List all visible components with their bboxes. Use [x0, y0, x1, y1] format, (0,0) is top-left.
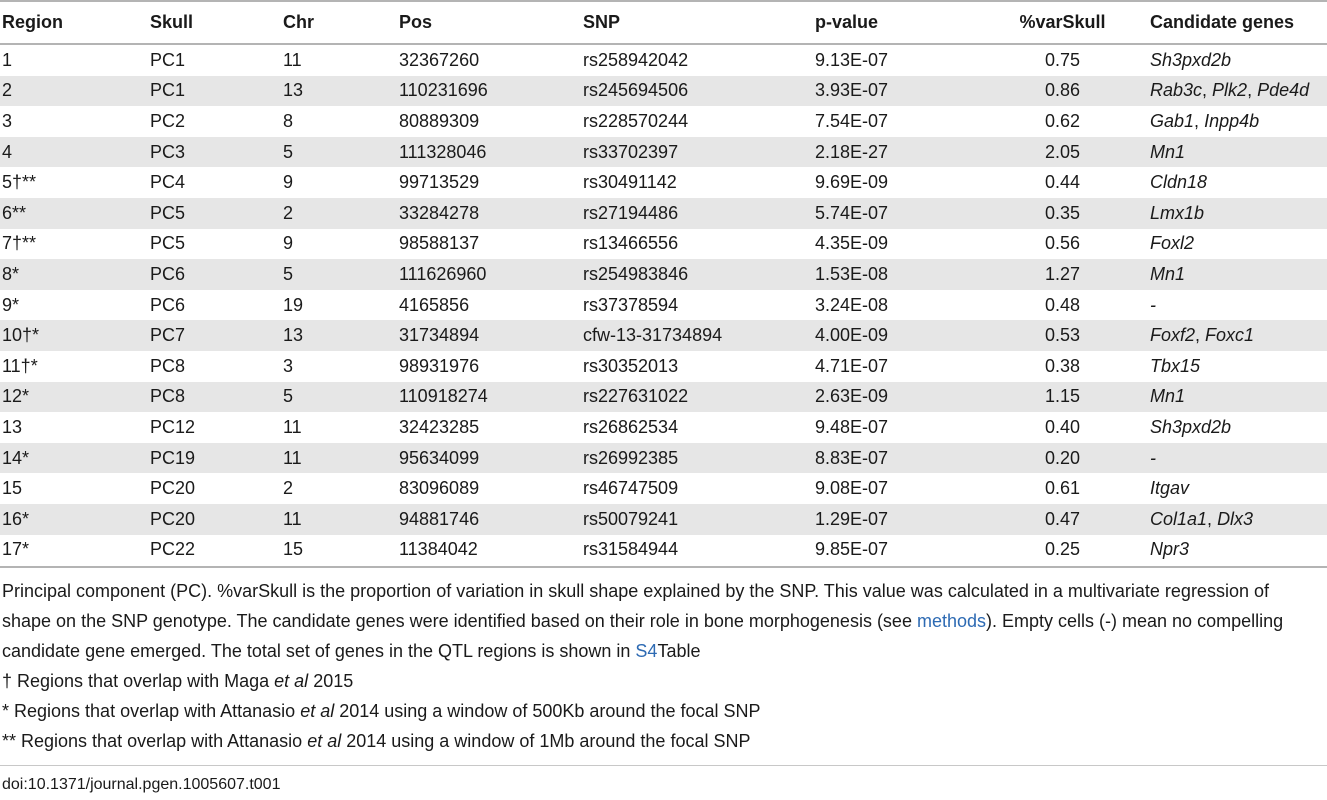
cell-pos: 94881746 — [399, 504, 583, 535]
footnote-dagger — [2, 666, 1322, 696]
cell-pvalue: 9.48E-07 — [815, 416, 889, 437]
cell-snp: rs30352013 — [583, 355, 679, 376]
cell-skull: PC22 — [150, 539, 196, 560]
cell-region: 7†** — [2, 233, 37, 254]
cell-chr: 8 — [283, 110, 294, 131]
cell-chr: 11 — [283, 504, 399, 535]
cell-varskull: 0.25 — [1044, 539, 1081, 560]
cell-region: 11†* — [2, 355, 38, 376]
cell-genes: Foxf2, Foxc1 — [1150, 320, 1327, 351]
cell-genes — [1150, 259, 1327, 290]
cell-chr: 11 — [283, 443, 399, 474]
gene-name: Foxl2 — [1150, 233, 1195, 254]
qtl-table — [0, 2, 1327, 565]
cell-chr: 5 — [283, 259, 399, 290]
cell-region: 4 — [0, 137, 150, 168]
cell-varskull: 0.62 — [1044, 110, 1081, 131]
description-text-2: ). Empty cells (-) mean no compelling candidate gene emerged. The total set of genes in the QTL regions is shown in — [2, 611, 1284, 661]
cell-snp: rs50079241 — [583, 504, 815, 535]
cell-pvalue: 4.35E-09 — [815, 233, 889, 254]
gene-name: Itgav — [1150, 478, 1190, 499]
cell-region: 10†* — [0, 320, 150, 351]
cell-varskull: 0.35 — [975, 198, 1150, 229]
footnote-single-star — [2, 696, 1322, 726]
cell-skull: PC20 — [150, 504, 283, 535]
table-body — [0, 44, 1327, 565]
cell-pos: 110231696 — [399, 76, 583, 107]
s4-table-link[interactable]: S4 — [635, 641, 658, 661]
cell-skull: PC6 — [150, 259, 283, 290]
gene-name: Sh3pxd2b — [1150, 416, 1232, 437]
table-row — [0, 443, 1327, 474]
cell-pvalue: 9.08E-07 — [815, 478, 889, 499]
header-region: Region — [0, 2, 150, 44]
double-star-suffix: 2014 using a window of 1Mb around the focal SNP — [341, 731, 751, 751]
header-pvalue: p-value — [815, 2, 975, 44]
cell-genes — [1150, 412, 1327, 443]
table-row — [0, 76, 1327, 107]
cell-pvalue: 8.83E-07 — [815, 443, 975, 474]
cell-varskull: 0.61 — [1044, 478, 1081, 499]
gene-name: Tbx15 — [1150, 355, 1201, 376]
cell-varskull: 2.05 — [975, 137, 1150, 168]
cell-pvalue: 3.93E-07 — [815, 76, 975, 107]
cell-skull: PC8 — [150, 355, 186, 376]
gene-name: Npr3 — [1150, 539, 1190, 560]
cell-snp: rs258942042 — [583, 49, 689, 70]
cell-genes — [1150, 167, 1327, 198]
cell-chr: 9 — [283, 233, 294, 254]
cell-pvalue: 1.29E-07 — [815, 504, 975, 535]
table-row — [0, 106, 1327, 137]
cell-pos: 98588137 — [399, 233, 480, 254]
header-skull: Skull — [150, 2, 283, 44]
header-varskull: %varSkull — [975, 2, 1150, 44]
description-text-1: Principal component (PC). %varSkull is the proportion of variation in skull shape explained by the SNP. This value was calculated in a multivariate regression of shape on the SNP genotype. The candidate genes were identified based on their role in bone morphogenesis (see — [2, 581, 1269, 631]
cell-genes: Col1a1, Dlx3 — [1150, 504, 1327, 535]
cell-genes: Rab3c, Plk2, Pde4d — [1150, 76, 1327, 107]
cell-pvalue: 3.24E-08 — [815, 294, 889, 315]
cell-varskull: 1.27 — [975, 259, 1150, 290]
cell-pos: 98931976 — [399, 355, 480, 376]
gene-name: Dlx3 — [1217, 508, 1254, 529]
doi-label: doi:10.1371/journal.pgen.1005607.t001 — [2, 776, 281, 793]
cell-pos: 110918274 — [399, 382, 583, 413]
cell-chr: 9 — [283, 172, 294, 193]
gene-name: Cldn18 — [1150, 172, 1208, 193]
gene-name: Foxf2 — [1150, 325, 1196, 346]
cell-pos: 33284278 — [399, 198, 583, 229]
footnote-description — [2, 576, 1322, 666]
cell-region: 15 — [2, 478, 23, 499]
double-star-text: ** Regions that overlap with Attanasio — [2, 731, 308, 751]
cell-genes — [1150, 443, 1327, 474]
cell-pos: 95634099 — [399, 443, 583, 474]
table-row — [0, 290, 1327, 321]
cell-varskull: 0.86 — [975, 76, 1150, 107]
dagger-year: 2015 — [308, 671, 354, 691]
cell-pos: 83096089 — [399, 478, 480, 499]
table-row — [0, 320, 1327, 351]
cell-varskull: 0.56 — [1044, 233, 1081, 254]
cell-pvalue: 7.54E-07 — [815, 110, 889, 131]
table-row — [0, 535, 1327, 566]
header-candidate-genes: Candidate genes — [1150, 2, 1327, 44]
cell-pvalue: 4.00E-09 — [815, 320, 975, 351]
cell-pos: 11384042 — [399, 539, 478, 560]
gene-name: Lmx1b — [1150, 202, 1205, 223]
cell-snp: rs30491142 — [583, 172, 677, 193]
cell-varskull: 0.20 — [975, 443, 1150, 474]
table-row — [0, 382, 1327, 413]
cell-skull: PC1 — [150, 49, 186, 70]
cell-chr: 5 — [283, 382, 399, 413]
cell-skull: PC7 — [150, 320, 283, 351]
cell-chr: 13 — [283, 76, 399, 107]
footnote-double-star — [2, 726, 1322, 756]
cell-region: 13 — [2, 416, 23, 437]
gene-name: - — [1150, 447, 1156, 468]
gene-name: Mn1 — [1150, 263, 1186, 284]
header-snp: SNP — [583, 2, 815, 44]
cell-skull: PC5 — [150, 198, 283, 229]
header-pos: Pos — [399, 2, 583, 44]
cell-snp: rs254983846 — [583, 259, 815, 290]
cell-pos: 111328046 — [399, 137, 583, 168]
cell-genes: Gab1, Inpp4b — [1150, 110, 1260, 131]
cell-pos: 4165856 — [399, 294, 470, 315]
description-text-3: Table — [657, 641, 701, 661]
cell-genes — [1150, 382, 1327, 413]
cell-region: 1 — [2, 49, 13, 70]
header-chr: Chr — [283, 2, 399, 44]
gene-name: Mn1 — [1150, 141, 1186, 162]
cell-pvalue: 4.71E-07 — [815, 355, 889, 376]
table-row — [0, 167, 1327, 198]
cell-skull: PC12 — [150, 416, 196, 437]
single-star-etal: et al — [300, 701, 335, 721]
cell-snp: rs228570244 — [583, 110, 689, 131]
cell-region: 17* — [2, 539, 30, 560]
single-star-text: * Regions that overlap with Attanasio — [2, 701, 301, 721]
cell-pos: 32423285 — [399, 416, 480, 437]
cell-varskull: 0.53 — [975, 320, 1150, 351]
table-row — [0, 229, 1327, 260]
cell-skull: PC19 — [150, 443, 283, 474]
gene-name: - — [1150, 294, 1156, 315]
cell-pos: 99713529 — [399, 172, 480, 193]
cell-pvalue: 1.53E-08 — [815, 259, 975, 290]
cell-chr: 13 — [283, 320, 399, 351]
table-footnotes — [2, 576, 1322, 756]
header-row — [0, 2, 1327, 44]
gene-name: Gab1 — [1150, 110, 1195, 131]
cell-region: 6** — [0, 198, 150, 229]
cell-skull: PC5 — [150, 233, 186, 254]
methods-link[interactable]: methods — [916, 611, 987, 631]
gene-name: Plk2 — [1212, 80, 1248, 101]
cell-region: 8* — [0, 259, 150, 290]
cell-pvalue: 2.63E-09 — [815, 382, 975, 413]
cell-snp: rs245694506 — [583, 76, 815, 107]
cell-snp: rs27194486 — [583, 198, 815, 229]
table-row — [0, 473, 1327, 504]
cell-region: 2 — [0, 76, 150, 107]
cell-genes — [1150, 290, 1327, 321]
cell-skull: PC8 — [150, 382, 283, 413]
gene-name: Mn1 — [1150, 386, 1186, 407]
cell-chr: 5 — [283, 137, 399, 168]
gene-name: Inpp4b — [1204, 110, 1260, 131]
cell-region: 5†** — [2, 172, 37, 193]
cell-region: 12* — [0, 382, 150, 413]
cell-skull: PC20 — [150, 478, 196, 499]
cell-skull: PC2 — [150, 110, 186, 131]
cell-snp: rs13466556 — [583, 233, 679, 254]
gene-name: Col1a1 — [1150, 508, 1208, 529]
table-row — [0, 412, 1327, 443]
cell-pos: 111626960 — [399, 259, 583, 290]
cell-genes — [1150, 351, 1327, 382]
cell-pvalue: 9.69E-09 — [815, 172, 889, 193]
cell-genes — [1150, 198, 1327, 229]
table-row — [0, 259, 1327, 290]
cell-pos: 31734894 — [399, 320, 583, 351]
cell-chr: 11 — [283, 49, 302, 70]
cell-region: 3 — [2, 110, 13, 131]
cell-skull: PC6 — [150, 294, 186, 315]
dagger-etal: et al — [274, 671, 309, 691]
cell-snp: rs26862534 — [583, 416, 679, 437]
gene-name: Foxc1 — [1205, 325, 1255, 346]
cell-region: 16* — [0, 504, 150, 535]
cell-region: 14* — [0, 443, 150, 474]
cell-snp: rs227631022 — [583, 382, 815, 413]
cell-varskull: 0.44 — [1044, 172, 1081, 193]
cell-snp: rs46747509 — [583, 478, 679, 499]
dagger-text: † Regions that overlap with Maga — [2, 671, 275, 691]
cell-chr: 3 — [283, 355, 294, 376]
cell-varskull: 0.75 — [1044, 49, 1081, 70]
cell-chr: 2 — [283, 478, 294, 499]
gene-name: Sh3pxd2b — [1150, 49, 1232, 70]
cell-pvalue: 9.13E-07 — [815, 49, 889, 70]
cell-chr: 19 — [283, 294, 304, 315]
cell-skull: PC1 — [150, 76, 283, 107]
cell-skull: PC3 — [150, 137, 283, 168]
cell-skull: PC4 — [150, 172, 186, 193]
cell-chr: 15 — [283, 539, 304, 560]
table-row — [0, 198, 1327, 229]
cell-chr: 2 — [283, 198, 399, 229]
table-row — [0, 351, 1327, 382]
cell-varskull: 0.48 — [1044, 294, 1081, 315]
cell-snp: rs31584944 — [583, 539, 679, 560]
cell-genes — [1150, 44, 1327, 76]
cell-snp: rs26992385 — [583, 443, 815, 474]
cell-pvalue: 5.74E-07 — [815, 198, 975, 229]
cell-varskull: 0.47 — [975, 504, 1150, 535]
cell-pvalue: 9.85E-07 — [815, 539, 889, 560]
footer-rule — [0, 765, 1327, 766]
cell-genes — [1150, 229, 1327, 260]
cell-chr: 11 — [283, 416, 302, 437]
cell-region: 9* — [2, 294, 20, 315]
cell-varskull: 0.40 — [1044, 416, 1081, 437]
single-star-suffix: 2014 using a window of 500Kb around the focal SNP — [334, 701, 761, 721]
table-row — [0, 44, 1327, 76]
cell-snp: cfw-13-31734894 — [583, 320, 815, 351]
cell-genes — [1150, 473, 1327, 504]
gene-name: Rab3c — [1150, 80, 1203, 101]
table-row — [0, 504, 1327, 535]
table-bottom-rule — [0, 566, 1327, 568]
double-star-etal: et al — [307, 731, 342, 751]
cell-pvalue: 2.18E-27 — [815, 137, 975, 168]
cell-snp: rs37378594 — [583, 294, 679, 315]
cell-pos: 32367260 — [399, 49, 480, 70]
cell-varskull: 0.38 — [1044, 355, 1081, 376]
cell-pos: 80889309 — [399, 110, 480, 131]
cell-varskull: 1.15 — [975, 382, 1150, 413]
cell-genes — [1150, 137, 1327, 168]
cell-snp: rs33702397 — [583, 137, 815, 168]
table-row — [0, 137, 1327, 168]
table-header — [0, 2, 1327, 44]
cell-genes — [1150, 535, 1327, 566]
gene-name: Pde4d — [1257, 80, 1310, 101]
